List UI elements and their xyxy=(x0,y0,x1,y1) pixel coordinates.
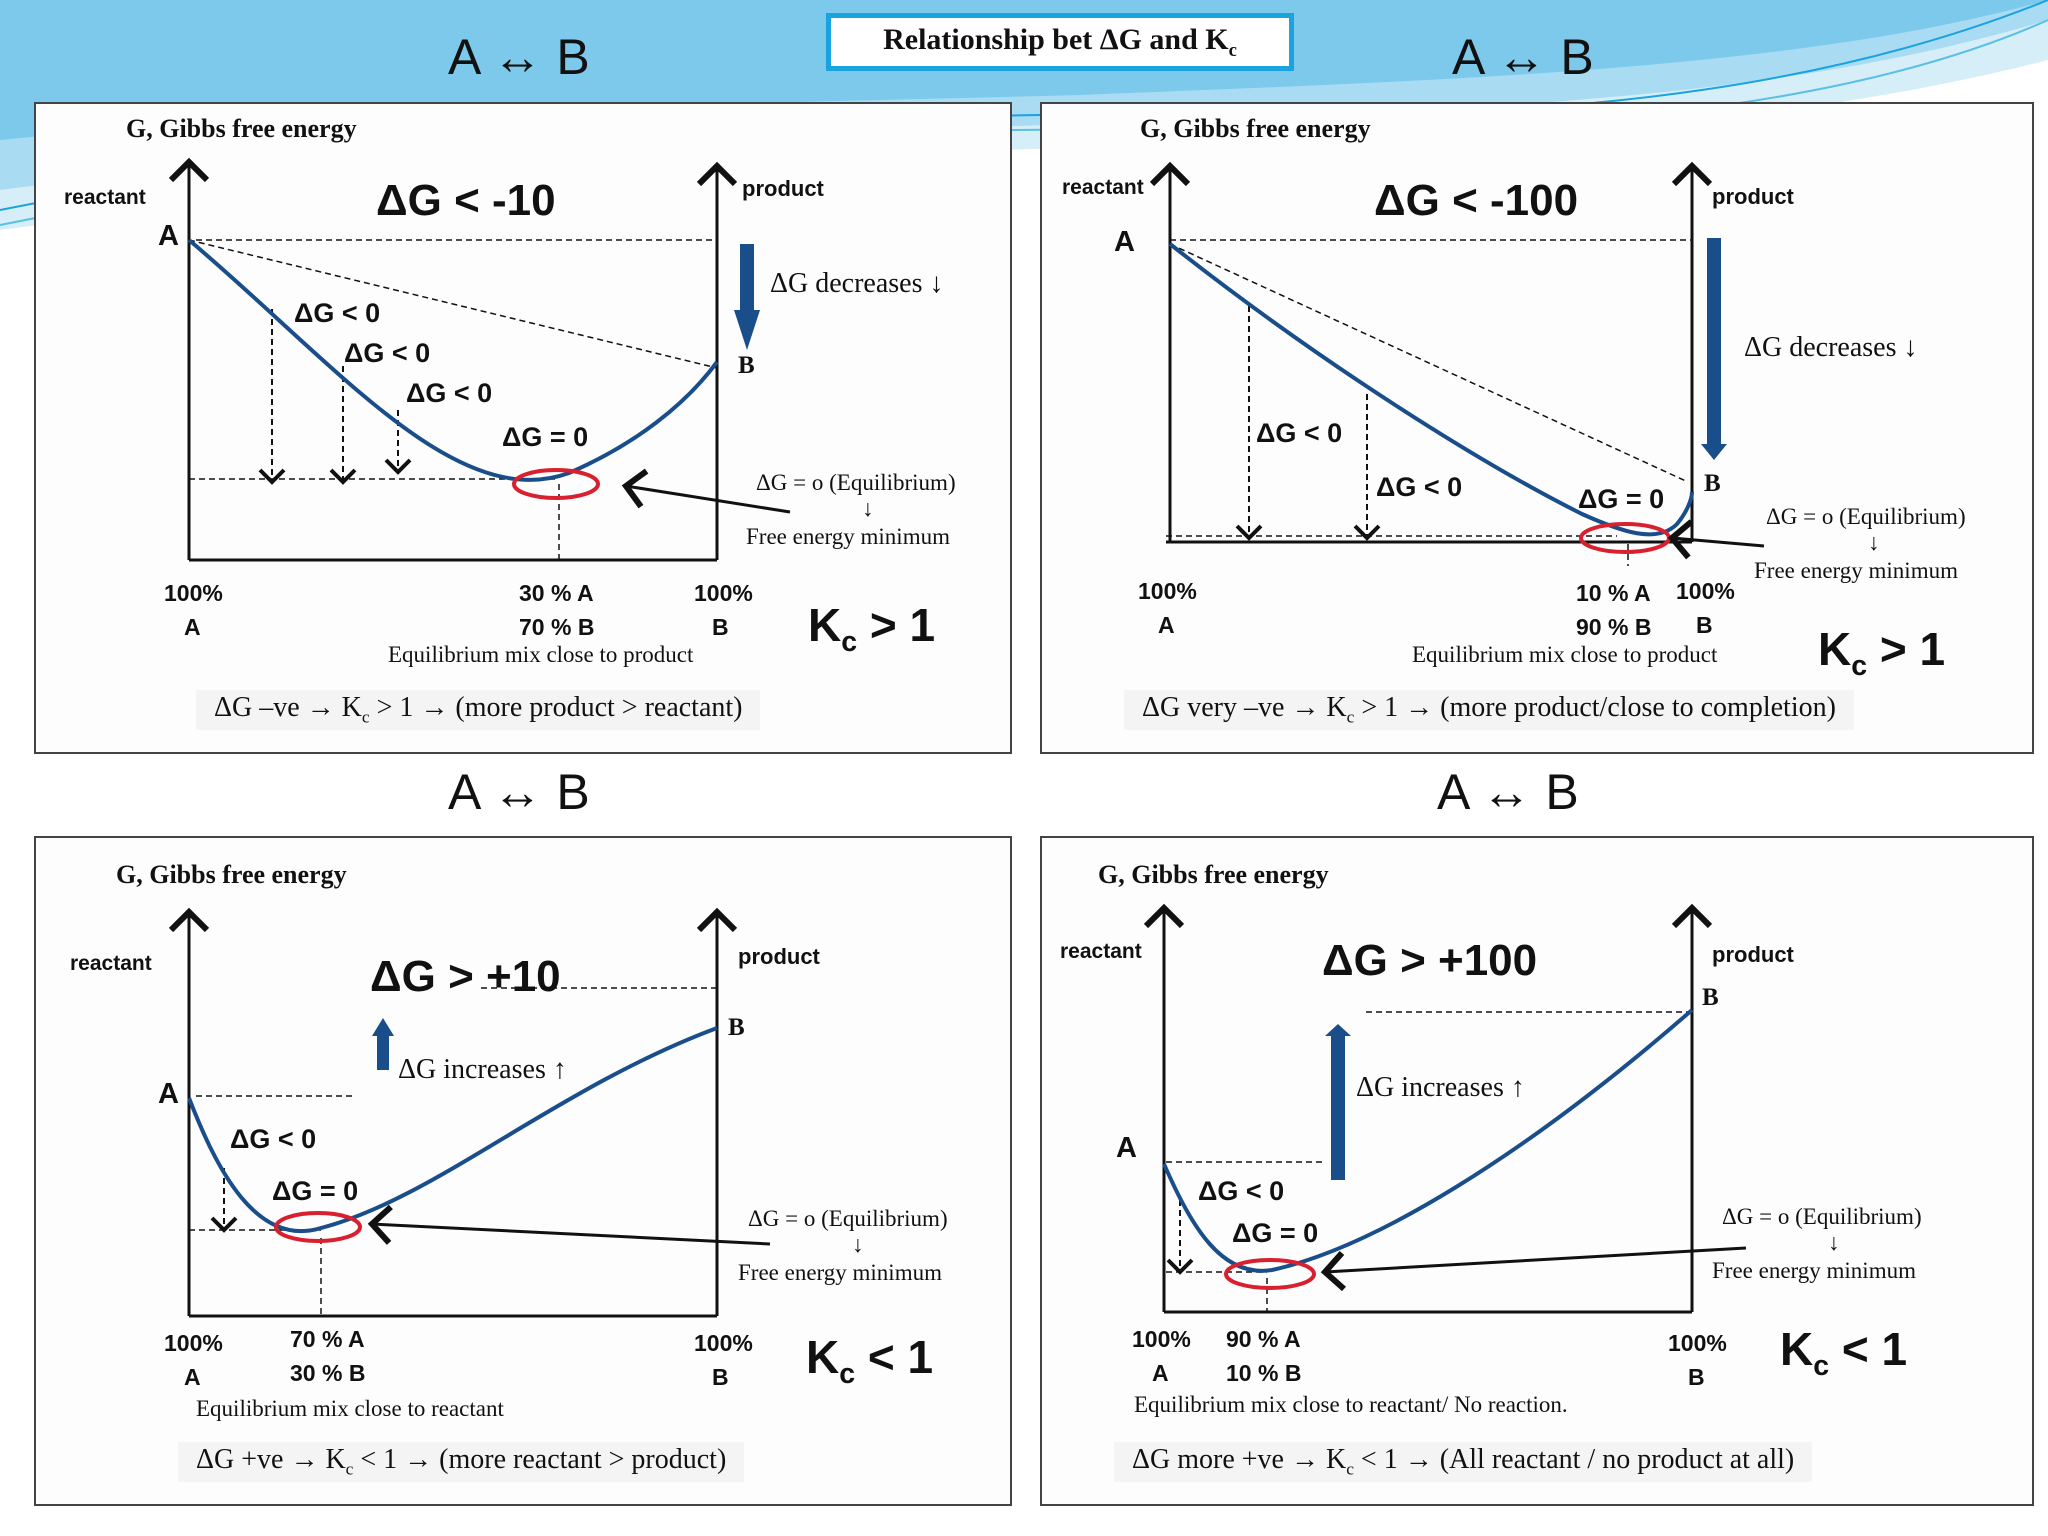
decrease-arrow-head xyxy=(734,310,760,350)
kc-relation: $K_c > 1$ xyxy=(808,599,936,659)
mix-caption: Equilibrium mix close to product xyxy=(1412,642,1718,667)
panel-top-left xyxy=(34,102,1012,754)
y-axis-title: G, Gibbs free energy xyxy=(1140,114,1371,143)
step-label-1: ΔG < 0 xyxy=(294,298,381,328)
increase-arrow-head xyxy=(372,1018,394,1036)
step-label-1: ΔG < 0 xyxy=(1198,1176,1285,1206)
point-a-label: A xyxy=(158,220,179,252)
right-species: B xyxy=(1696,612,1713,638)
left-species: A xyxy=(184,614,201,640)
point-b-label: B xyxy=(738,352,755,379)
right-species: B xyxy=(1688,1364,1705,1390)
reactant-label: reactant xyxy=(1060,940,1142,963)
heading-bottom-left: A ↔ B xyxy=(448,764,590,820)
kc-relation: $K_c > 1$ xyxy=(1818,623,1946,683)
trend-label: ΔG increases ↑ xyxy=(398,1054,567,1085)
panel-bottom-right xyxy=(1040,836,2034,1506)
equilibrium-label: ΔG = 0 xyxy=(1578,484,1665,514)
summary-line: $\Delta G +ve \to K_c < 1$ → (more reactant > product) xyxy=(178,1442,744,1482)
equilibrium-note: ΔG = o (Equilibrium) xyxy=(756,470,956,495)
product-label: product xyxy=(1712,184,1794,209)
mix-caption: Equilibrium mix close to reactant/ No reaction. xyxy=(1134,1392,1568,1417)
mix-line-2: 10 % B xyxy=(1226,1360,1302,1386)
right-species: B xyxy=(712,614,729,640)
heading-top-right: A ↔ B xyxy=(1452,29,1594,85)
decrease-arrow-shaft xyxy=(740,244,754,312)
right-percent: 100% xyxy=(1676,578,1735,604)
equilibrium-note: ΔG = o (Equilibrium) xyxy=(748,1206,948,1231)
kc-relation: $K_c < 1$ xyxy=(806,1331,934,1391)
heading-bottom-right: A ↔ B xyxy=(1437,764,1579,820)
mix-line-1: 90 % A xyxy=(1226,1326,1301,1352)
left-percent: 100% xyxy=(1132,1326,1191,1352)
left-species: A xyxy=(1152,1360,1169,1386)
point-b-label: B xyxy=(1704,470,1721,497)
mix-line-1: 30 % A xyxy=(519,580,594,606)
increase-arrow-head xyxy=(1325,1024,1351,1036)
down-arrow-glyph: ↓ xyxy=(862,496,874,521)
equilibrium-label: ΔG = 0 xyxy=(1232,1218,1319,1248)
summary-line: ΔG very $-ve \to K_c > 1$ → (more product/close to completion) xyxy=(1124,690,1854,730)
delta-g-headline: ΔG < -10 xyxy=(376,176,556,225)
heading-top-left: A ↔ B xyxy=(448,29,590,85)
y-axis-title: G, Gibbs free energy xyxy=(1098,860,1329,889)
mix-line-2: 30 % B xyxy=(290,1360,366,1386)
point-b-label: B xyxy=(728,1014,745,1041)
increase-arrow-shaft xyxy=(377,1034,389,1070)
product-label: product xyxy=(738,944,820,969)
summary-line: ΔG more $+ve \to K_c < 1 \to (All$ reactant / no product at all) xyxy=(1114,1442,1812,1482)
min-note: Free energy minimum xyxy=(1712,1258,1916,1283)
delta-g-headline: ΔG < -100 xyxy=(1374,176,1579,225)
right-percent: 100% xyxy=(694,1330,753,1356)
equilibrium-ring xyxy=(1581,524,1669,552)
point-b-label: B xyxy=(1702,984,1719,1011)
panel-bottom-left xyxy=(34,836,1012,1506)
slide-title: Relationship bet ΔG and $K_c$ xyxy=(883,22,1237,61)
increase-arrow-shaft xyxy=(1331,1034,1345,1180)
mix-line-1: 10 % A xyxy=(1576,580,1651,606)
kc-relation: $K_c < 1$ xyxy=(1780,1323,1908,1383)
point-a-label: A xyxy=(1114,226,1135,258)
step-label-2: ΔG < 0 xyxy=(1376,472,1463,502)
right-percent: 100% xyxy=(1668,1330,1727,1356)
step-label-3: ΔG < 0 xyxy=(406,378,493,408)
product-label: product xyxy=(742,176,824,201)
equilibrium-ring xyxy=(514,470,598,498)
left-percent: 100% xyxy=(1138,578,1197,604)
decrease-arrow-head xyxy=(1701,444,1727,460)
delta-g-headline: ΔG > +100 xyxy=(1322,936,1538,985)
panel-top-right xyxy=(1040,102,2034,754)
min-note: Free energy minimum xyxy=(1754,558,1958,583)
trend-label: ΔG increases ↑ xyxy=(1356,1072,1525,1103)
down-arrow-glyph: ↓ xyxy=(1868,530,1880,555)
y-axis-title: G, Gibbs free energy xyxy=(116,860,347,889)
left-species: A xyxy=(184,1364,201,1390)
mix-line-1: 70 % A xyxy=(290,1326,365,1352)
min-note: Free energy minimum xyxy=(738,1260,942,1285)
mix-line-2: 70 % B xyxy=(519,614,595,640)
right-species: B xyxy=(712,1364,729,1390)
reactant-label: reactant xyxy=(64,186,146,209)
slide-title-box xyxy=(826,13,1294,71)
y-axis-title: G, Gibbs free energy xyxy=(126,114,357,143)
decrease-arrow-shaft xyxy=(1707,238,1721,446)
gibbs-curve xyxy=(189,240,717,480)
delta-g-headline: ΔG > +10 xyxy=(370,952,561,1001)
left-percent: 100% xyxy=(164,580,223,606)
energy-diagram-3 xyxy=(36,838,1010,1504)
mix-caption: Equilibrium mix close to product xyxy=(388,642,694,667)
min-note: Free energy minimum xyxy=(746,524,950,549)
mix-caption: Equilibrium mix close to reactant xyxy=(196,1396,504,1421)
down-arrow-glyph: ↓ xyxy=(1828,1230,1840,1255)
trend-label: ΔG decreases ↓ xyxy=(770,268,944,299)
step-label-1: ΔG < 0 xyxy=(1256,418,1343,448)
equilibrium-note: ΔG = o (Equilibrium) xyxy=(1722,1204,1922,1229)
left-percent: 100% xyxy=(164,1330,223,1356)
trend-label: ΔG decreases ↓ xyxy=(1744,332,1918,363)
mix-line-2: 90 % B xyxy=(1576,614,1652,640)
step-label-1: ΔG < 0 xyxy=(230,1124,317,1154)
down-arrow-glyph: ↓ xyxy=(852,1232,864,1257)
left-species: A xyxy=(1158,612,1175,638)
reactant-label: reactant xyxy=(1062,176,1144,199)
step-label-2: ΔG < 0 xyxy=(344,338,431,368)
reactant-label: reactant xyxy=(70,952,152,975)
point-a-label: A xyxy=(1116,1132,1137,1164)
equilibrium-label: ΔG = 0 xyxy=(502,422,589,452)
point-a-label: A xyxy=(158,1078,179,1110)
product-label: product xyxy=(1712,942,1794,967)
right-percent: 100% xyxy=(694,580,753,606)
summary-line: ΔG $-ve \to K_c > 1$ → (more product > reactant) xyxy=(196,690,760,730)
equilibrium-note: ΔG = o (Equilibrium) xyxy=(1766,504,1966,529)
equilibrium-label: ΔG = 0 xyxy=(272,1176,359,1206)
equilibrium-ring xyxy=(1226,1260,1314,1288)
